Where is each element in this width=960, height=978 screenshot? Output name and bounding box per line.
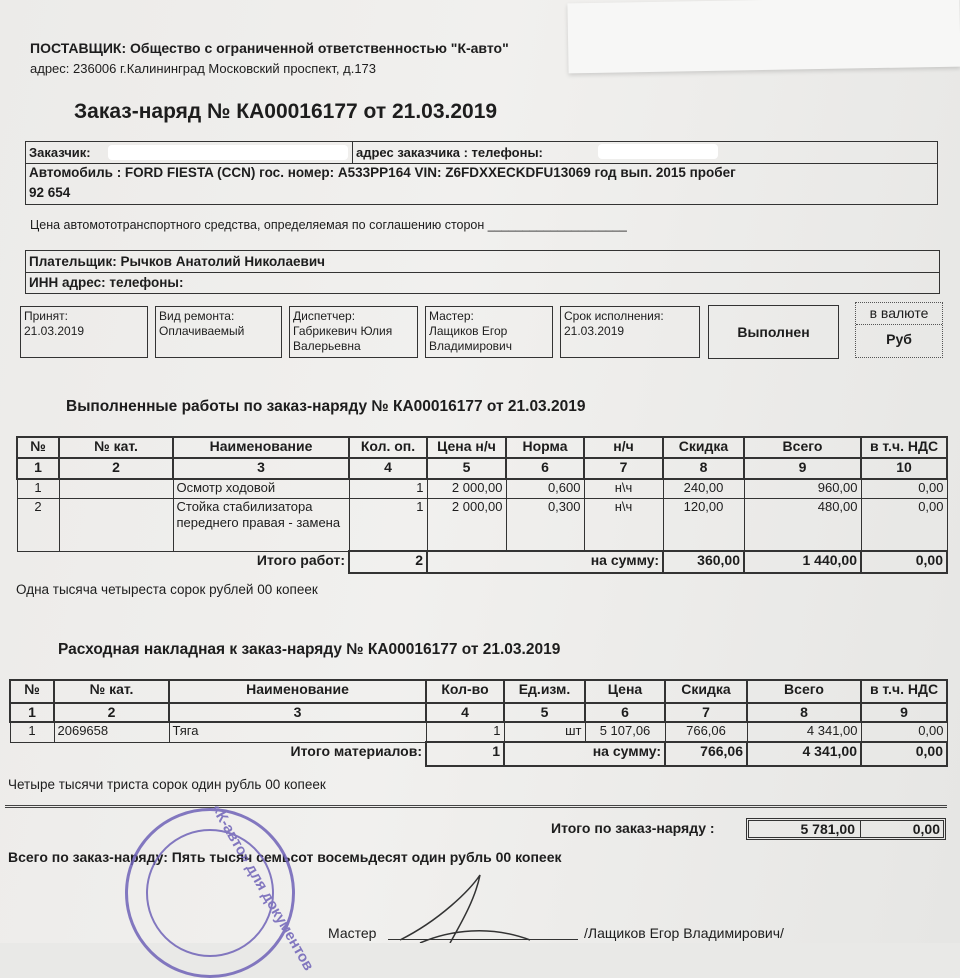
signature-name: /Лащиков Егор Владимирович/ xyxy=(584,925,784,941)
col-header: Кол. оп. xyxy=(349,437,427,458)
supplier-line: ПОСТАВЩИК: Общество с ограниченной ответственностью "К-авто" xyxy=(30,40,509,56)
stamp-text: «К-авто» для документов xyxy=(207,801,318,974)
redaction xyxy=(598,144,718,159)
col-number: 3 xyxy=(169,703,426,722)
col-number: 9 xyxy=(861,703,947,722)
info-label: Вид ремонта: xyxy=(159,309,235,323)
cell xyxy=(59,498,173,551)
col-number: 4 xyxy=(349,458,427,479)
col-number: 5 xyxy=(427,458,506,479)
col-header: Цена xyxy=(585,680,665,703)
info-label: Мастер: xyxy=(429,309,474,323)
sum-label: на сумму: xyxy=(504,742,665,766)
supplier-address: адрес: 236006 г.Калининград Московский проспект, д.173 xyxy=(30,61,377,76)
info-label: Срок исполнения: xyxy=(564,309,664,323)
cell: 0,600 xyxy=(506,479,584,498)
col-header: № xyxy=(10,680,54,703)
materials-in-words: Четыре тысячи триста сорок один рубль 00 копеек xyxy=(8,777,326,792)
works-total-row xyxy=(17,551,947,573)
cell: н\ч xyxy=(584,479,663,498)
total-sum: 4 341,00 xyxy=(747,742,861,766)
info-box-deadline xyxy=(560,306,700,358)
col-number: 6 xyxy=(585,703,665,722)
cell: 1 xyxy=(349,498,427,551)
col-header: Цена н/ч xyxy=(427,437,506,458)
materials-colnum-row xyxy=(10,703,947,722)
col-number: 2 xyxy=(59,458,173,479)
cell: 120,00 xyxy=(663,498,744,551)
total-count: 1 xyxy=(426,742,504,766)
total-discount: 360,00 xyxy=(663,551,744,573)
table-row xyxy=(10,722,947,742)
col-header: Наименование xyxy=(173,437,349,458)
col-header: № кат. xyxy=(54,680,169,703)
cell: 0,00 xyxy=(861,498,947,551)
info-box-accepted xyxy=(20,306,148,358)
info-box-dispatcher xyxy=(289,306,418,358)
total-vat: 0,00 xyxy=(861,551,947,573)
cell: 1 xyxy=(349,479,427,498)
cell: Осмотр ходовой xyxy=(173,479,349,498)
col-number: 2 xyxy=(54,703,169,722)
divider xyxy=(5,805,947,808)
cell: шт xyxy=(504,722,585,742)
cell: 480,00 xyxy=(744,498,861,551)
mileage: 92 654 xyxy=(29,185,71,200)
col-number: 5 xyxy=(504,703,585,722)
col-header: в т.ч. НДС xyxy=(861,437,947,458)
currency-value: Руб xyxy=(886,331,912,347)
cell: 1 xyxy=(426,722,504,742)
currency-box xyxy=(855,302,943,358)
cell: 766,06 xyxy=(665,722,747,742)
total-label: Итого работ: xyxy=(256,551,345,568)
info-value: Оплачиваемый xyxy=(159,324,245,338)
receipt-strip xyxy=(567,0,960,73)
works-table xyxy=(16,436,948,574)
col-number: 4 xyxy=(426,703,504,722)
col-number: 3 xyxy=(173,458,349,479)
col-number: 1 xyxy=(10,703,54,722)
cell: 240,00 xyxy=(663,479,744,498)
total-count: 2 xyxy=(349,551,427,573)
col-header: Норма xyxy=(506,437,584,458)
col-header: № кат. xyxy=(59,437,173,458)
col-header: Всего xyxy=(744,437,861,458)
col-number: 1 xyxy=(17,458,59,479)
info-box-repair-type xyxy=(155,306,282,358)
works-colnum-row xyxy=(17,458,947,479)
col-header: Кол-во xyxy=(426,680,504,703)
col-number: 9 xyxy=(744,458,861,479)
table-row xyxy=(17,479,947,498)
cell: 2069658 xyxy=(54,722,169,742)
cell: 960,00 xyxy=(744,479,861,498)
grand-total-box xyxy=(746,818,946,840)
materials-title: Расходная накладная к заказ-наряду № КА00016177 от 21.03.2019 xyxy=(58,641,561,658)
cell: 2 000,00 xyxy=(427,498,506,551)
total-label: Итого материалов: xyxy=(290,742,422,759)
redaction xyxy=(108,145,348,160)
cell: 1 xyxy=(17,479,59,498)
status-badge: Выполнен xyxy=(708,305,839,359)
works-title: Выполненные работы по заказ-наряду № КА00016177 от 21.03.2019 xyxy=(66,398,586,415)
customer-label: Заказчик: xyxy=(29,145,91,160)
info-label: Принят: xyxy=(24,309,68,323)
total-discount: 766,06 xyxy=(665,742,747,766)
col-header: Наименование xyxy=(169,680,426,703)
col-header: Скидка xyxy=(665,680,747,703)
grand-total-label: Итого по заказ-наряду : xyxy=(551,820,715,836)
grand-total-value: 5 781,00 xyxy=(749,821,861,837)
cell: 0,00 xyxy=(861,479,947,498)
car-info: Автомобиль : FORD FIESTA (CCN) гос. номер: A533PP164 VIN: Z6FDXXECKDFU13069 год вып. 2015 пробег xyxy=(29,165,736,180)
total-vat: 0,00 xyxy=(861,742,947,766)
cell: 4 341,00 xyxy=(747,722,861,742)
col-header: н/ч xyxy=(584,437,663,458)
cell: 2 xyxy=(17,498,59,551)
cell: Тяга xyxy=(169,722,426,742)
total-sum: 1 440,00 xyxy=(744,551,861,573)
col-number: 8 xyxy=(747,703,861,722)
info-value: Габрикевич Юлия Валерьевна xyxy=(293,324,393,353)
cell: 0,00 xyxy=(861,722,947,742)
payer-box xyxy=(25,250,940,294)
col-header: № xyxy=(17,437,59,458)
vehicle-price-line: Цена автомототранспортного средства, определяемая по соглашению сторон ____________________ xyxy=(30,218,627,232)
currency-label: в валюте xyxy=(856,303,942,325)
cell: 5 107,06 xyxy=(585,722,665,742)
cell xyxy=(59,479,173,498)
cell: Стойка стабилизатора переднего правая - замена xyxy=(173,498,349,551)
materials-table xyxy=(9,679,948,767)
company-stamp xyxy=(125,801,318,978)
payer-inn: ИНН адрес: телефоны: xyxy=(29,275,184,290)
works-header-row xyxy=(17,437,947,458)
info-value: Лащиков Егор Владимирович xyxy=(429,324,513,353)
col-number: 10 xyxy=(861,458,947,479)
materials-total-row xyxy=(10,742,947,766)
payer-name: Плательщик: Рычков Анатолий Николаевич xyxy=(29,254,325,269)
signature-label: Мастер xyxy=(328,925,377,941)
cell: 0,300 xyxy=(506,498,584,551)
col-number: 6 xyxy=(506,458,584,479)
cell: 2 000,00 xyxy=(427,479,506,498)
cell: 1 xyxy=(10,722,54,742)
works-in-words: Одна тысяча четыреста сорок рублей 00 копеек xyxy=(16,582,318,597)
col-number: 7 xyxy=(665,703,747,722)
table-row xyxy=(17,498,947,551)
grand-in-words: Всего по заказ-наряду: Пять тысяч семьсот восемьдесят один рубль 00 копеек xyxy=(8,849,562,865)
col-number: 8 xyxy=(663,458,744,479)
grand-total-vat: 0,00 xyxy=(912,821,940,837)
cell: н\ч xyxy=(584,498,663,551)
col-number: 7 xyxy=(584,458,663,479)
col-header: Ед.изм. xyxy=(504,680,585,703)
info-value: 21.03.2019 xyxy=(564,324,625,338)
col-header: в т.ч. НДС xyxy=(861,680,947,703)
info-value: 21.03.2019 xyxy=(24,324,85,338)
info-box-master xyxy=(425,306,553,358)
info-label: Диспетчер: xyxy=(293,309,356,323)
col-header: Скидка xyxy=(663,437,744,458)
materials-header-row xyxy=(10,680,947,703)
signature-line xyxy=(388,939,578,940)
signature-scribble xyxy=(380,870,540,943)
col-header: Всего xyxy=(747,680,861,703)
sum-label: на сумму: xyxy=(427,551,663,573)
customer-box xyxy=(25,141,938,205)
customer-address-phones: адрес заказчика : телефоны: xyxy=(356,145,543,160)
page-title: Заказ-наряд № КА00016177 от 21.03.2019 xyxy=(74,100,498,123)
